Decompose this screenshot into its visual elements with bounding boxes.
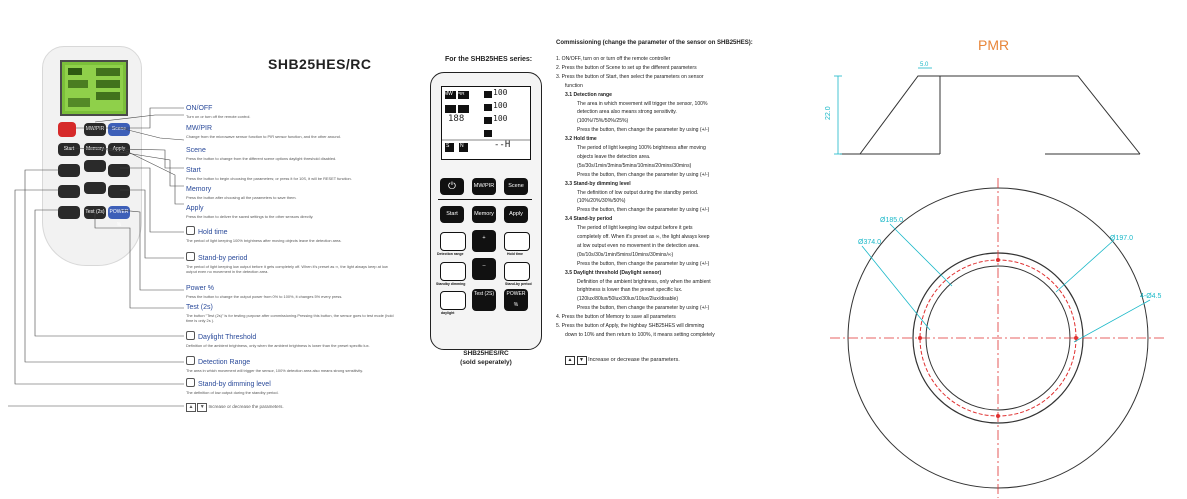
label-hold: Hold time [507, 252, 523, 256]
lcd-pir-label: PIR [457, 91, 465, 96]
detection-range-button-2[interactable] [440, 232, 466, 251]
mwpir-button-1[interactable]: MW/PIR [84, 123, 106, 136]
test-button-2[interactable]: Test (2S) [472, 289, 496, 311]
pmr-side-profile [840, 76, 1140, 154]
panel2-model-name: SHB25HES/RC [463, 350, 509, 357]
instruction-line: The period of light keeping low output before it gets [577, 225, 693, 232]
daylight-icon [186, 331, 195, 340]
instruction-line: 2. Press the button of Scene to set up the different parameters [556, 64, 697, 71]
instruction-line: function [565, 82, 583, 89]
instruction-line: Press the button, then change the parameter by using (+/-) [577, 260, 710, 267]
hold-time-button-2[interactable] [504, 232, 530, 251]
up-arrow-icon: ▲ [565, 356, 575, 365]
power-button-2[interactable]: ⏻ [440, 178, 464, 195]
hole-left [918, 336, 922, 340]
plus-button-2[interactable]: + [472, 230, 496, 252]
hole-bottom [996, 414, 1000, 418]
standby-dimming-icon [186, 378, 195, 387]
entry-mwpir: MW/PIR Change from the microwave sensor function to PIR sensor function, and the other around. [186, 125, 341, 139]
hold-time-icon [186, 226, 195, 235]
entry-scene: Scene Press the button to change from the different scene options daylight threshold disabled. [186, 147, 337, 161]
instruction-line: (5s/30s/1min/3mins/5mins/10mins/20mins/30mins) [577, 162, 692, 169]
instruction-line: 5. Press the button of Apply, the highbay SHB25HES will dimming [556, 323, 705, 329]
instruction-line: The period of light keeping 100% brightness after moving [577, 145, 706, 151]
entry-detection-range: Detection Range The area in which movement will trigger the sensor, 100% detection area also means strong sensitivity. [186, 356, 396, 373]
instruction-line: 3.2 Hold time [565, 136, 597, 143]
lcd-bottom: --H [494, 140, 511, 150]
entry-on-off: ON/OFF Turn on or turn off the remote control. [186, 105, 251, 119]
instruction-line: 3.5 Daylight threshold (Daylight sensor) [565, 269, 662, 276]
apply-button-1[interactable]: Apply [108, 143, 130, 156]
entry-hold-time: Hold time The period of light keeping 100% brightness after moving objects leave the detection area. [186, 226, 396, 243]
label-standby-period: Stand-by period [505, 282, 532, 286]
instruction-line: Press the button, then change the parameter by using (+/-) [577, 171, 710, 178]
remote-divider [438, 199, 532, 200]
lcd-digits-2: 100 [493, 101, 508, 110]
mwpir-button-2[interactable]: MW/PIR [472, 178, 496, 195]
entry-standby-dimming: Stand-by dimming level The definition of low output during the standby period. [186, 378, 396, 395]
test-button-1[interactable]: Test (2s) [84, 206, 106, 219]
dim-holes: 4-Ø4.5 [1140, 293, 1162, 300]
pmr-top-view [830, 178, 1166, 498]
label-daylight: daylight [441, 311, 455, 315]
instruction-line: detection area also means strong sensitivity. [577, 109, 677, 116]
dim-d197: Ø197.0 [1110, 235, 1133, 242]
instruction-line: The definition of low output during the standby period. [577, 189, 699, 196]
entry-daylight: Daylight Threshold Definition of the ambient brightness, only when the ambient brightness is lower than the preset specific lux. [186, 331, 396, 348]
instruction-line: 3. Press the button of Start, then select the parameters on sensor [556, 73, 704, 80]
instruction-line: at low output even no movement in the detection area. [577, 242, 700, 249]
dim-height: 22.0 [825, 106, 832, 120]
instruction-line: The area in which movement will trigger the sensor, 100% [577, 100, 708, 107]
lcd-digits-1: 100 [493, 88, 508, 97]
down-arrow-icon: ▼ [577, 356, 587, 365]
instruction-line: completely off. When it's preset as ∞, the light always keep [577, 234, 710, 240]
instruction-line: objects leave the detection area. [577, 153, 651, 160]
entry-standby-period: Stand-by period The period of light keeping low output before it gets completely off. When it's preset as ∞, the light always keep at low output even no movement in the detection area. [186, 252, 396, 274]
instruction-line: 4. Press the button of Memory to save all parameters [556, 314, 676, 321]
pmr-drawing [820, 60, 1187, 499]
label-standby-dim: Standby dimming [436, 282, 466, 286]
instruction-line: down to 10% and then return to 100%, it means setting completely [565, 331, 715, 338]
instruction-line: 1. ON/OFF, turn on or turn off the remote controller [556, 56, 671, 62]
up-arrow-icon: ▲ [186, 403, 196, 412]
instruction-line: 3.3 Stand-by dimming level [565, 180, 631, 187]
power-percent-button-1[interactable]: POWER % [108, 206, 130, 219]
panel1-title: SHB25HES/RC [268, 56, 372, 72]
lcd-mw-label: MW [444, 91, 453, 97]
memory-button-1[interactable]: Memory [84, 143, 106, 156]
instruction-line: 3.4 Stand-by period [565, 216, 613, 223]
down-arrow-icon: ▼ [197, 403, 207, 412]
panel2-title: For the SHB25HES series: [445, 56, 533, 63]
lcd-n-label: N [460, 143, 464, 149]
entry-start: Start Press the button to begin choosing the parameters; or press it for 10S, it will be RESET function. [186, 167, 352, 181]
pmr-dimension-lines [862, 224, 1150, 342]
scene-button-2[interactable]: Scene [504, 178, 528, 195]
dim-d185: Ø185.0 [880, 217, 903, 224]
dim-top-small: 5.0 [920, 62, 929, 68]
instruction-line: 3.1 Detection range [565, 91, 612, 98]
panel1-footer: ▲ ▼ Increase or decrease the parameters. [186, 403, 284, 412]
lcd-digits-left: 188 [448, 114, 465, 124]
instruction-line: (0s/10s/30s/1min/5mins/10mins/30mins/∞) [577, 251, 674, 258]
standby-period-icon [186, 252, 195, 261]
instruction-line: Press the button, then change the parameter by using (+/-) [577, 207, 710, 214]
daylight-button-2[interactable] [440, 291, 466, 310]
lcd-digits-3: 100 [493, 114, 508, 123]
dim-d374: Ø374.0 [858, 239, 881, 246]
instruction-line: brightness is lower than the preset specific lux. [577, 287, 683, 294]
entry-memory: Memory Press the button after choosing all the parameters to save them. [186, 186, 297, 200]
scene-button-1[interactable]: Scene [108, 123, 130, 136]
instruction-line: (10%/20%/30%/50%) [577, 198, 626, 205]
instruction-line: Definition of the ambient brightness, only when the ambient [577, 278, 711, 285]
start-button-2[interactable]: Start [440, 206, 464, 223]
instruction-line: (100%/75%/50%/25%) [577, 118, 629, 125]
apply-button-2[interactable]: Apply [504, 206, 528, 223]
hole-top [996, 258, 1000, 262]
pmr-side-dims [834, 68, 932, 154]
label-detection: Detection range [437, 252, 464, 256]
power-percent-button-2[interactable]: POWER % [504, 289, 528, 311]
panel2-sold-note: (sold seperately) [460, 359, 512, 366]
hole-right [1074, 336, 1078, 340]
entry-test: Test (2s) The button "Test (2s)" is for testing purpose after commissioning.Pressing this button, the sensor goes to test mode (hold time is only 2s ). [186, 304, 394, 323]
entry-apply: Apply Press the button to deliver the saved settings to the other sensors directly. [186, 205, 314, 219]
minus-button-2[interactable]: – [472, 258, 496, 280]
entry-power: Power % Press the button to change the output power from 0% to 100%, it changes 5% every press. [186, 285, 343, 299]
standby-period-button-2[interactable] [504, 262, 530, 281]
pmr-title: PMR [978, 37, 1010, 53]
panel3-footer: ▲ ▼ Increase or decrease the parameters. [565, 356, 680, 365]
start-button-1[interactable]: Start [58, 143, 80, 156]
instruction-line: (120lux/80lux/50lux/30lux/10lux/2lux/disable) [577, 296, 679, 303]
memory-button-2[interactable]: Memory [472, 206, 496, 223]
lcd-s-label: S [446, 143, 450, 149]
instruction-line: Press the button, then change the parameter by using (+/-) [577, 127, 710, 134]
detection-range-icon [186, 356, 195, 365]
panel3-heading: Commissioning (change the parameter of the sensor on SHB25HES): [556, 40, 753, 46]
standby-dimming-button-2[interactable] [440, 262, 466, 281]
instruction-line: Press the button, then change the parameter by using (+/-) [577, 305, 710, 312]
